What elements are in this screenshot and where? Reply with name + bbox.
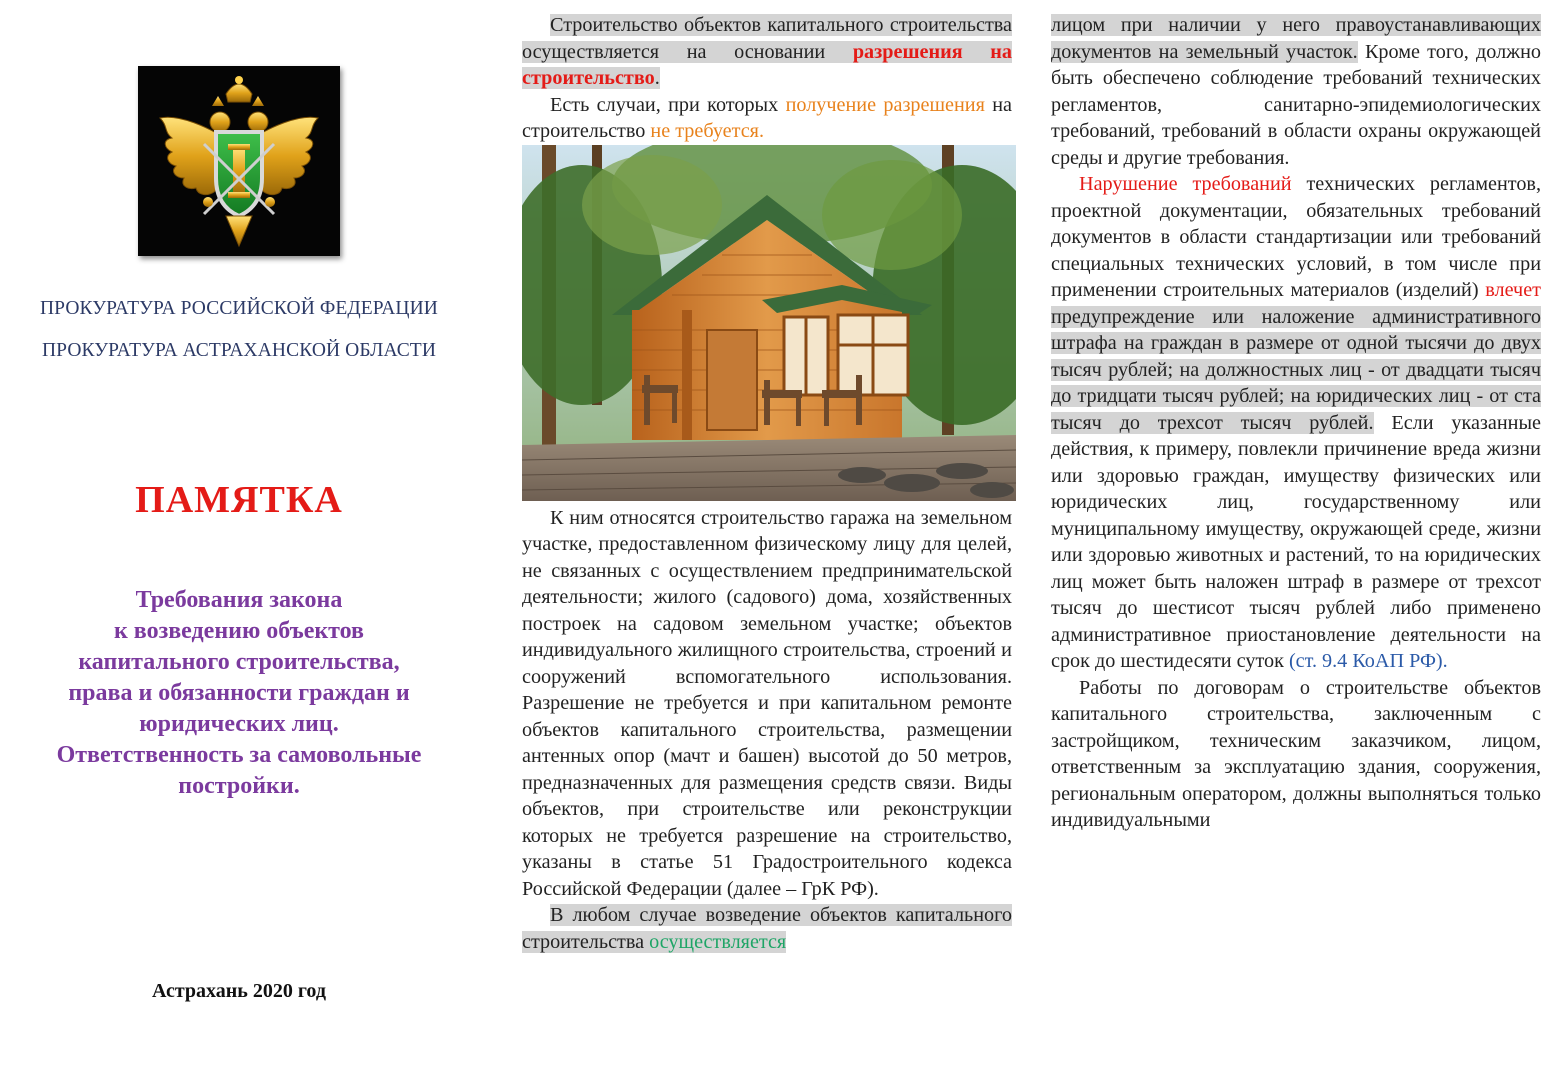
text-run: Есть случаи, при которых [550,93,786,116]
subtitle-line: права и обязанности граждан и [68,680,410,706]
paragraph-in-any-case [522,902,1012,955]
highlighted-text: В любом случае возведение объектов капитального строительства [522,904,1012,953]
subtitle-line: юридических лиц. [139,711,339,737]
green-term: осуществляется [649,930,787,953]
brochure-title: ПАМЯТКА [135,479,343,521]
period: . [654,67,660,89]
cover-panel [0,0,478,1080]
red-term: Нарушение требований [1079,173,1292,195]
highlighted-text: предупреждение или наложение административного штрафа на граждан в размере от одной тысячи до двух тысяч рублей; на должностных лиц - от двадцати тысяч до тридцати тысяч рублей; на юридических лиц - от ста тысяч до трехсот тысяч рублей. [1051,305,1541,434]
city-year: Астрахань 2020 год [152,980,326,1002]
law-reference: (ст. 9.4 КоАП РФ). [1288,650,1448,672]
paragraph-continued [1051,12,1541,171]
text-run: на строительство [522,93,1013,142]
right-column [1051,12,1541,834]
paragraph-exceptions [522,92,1012,145]
subtitle-line: Требования закона [135,587,343,613]
period: . [758,120,764,142]
org-line-2: ПРОКУРАТУРА АСТРАХАНСКОЙ ОБЛАСТИ [41,340,437,361]
log-house-photo [522,145,1016,501]
text-run: Кроме того, должно быть обеспечено соблюдение требований технических регламентов, санитарно-эпидемиологических требований, требований в области охраны окружающей среды и другие требования. [1051,40,1541,169]
prosecutor-emblem-icon [138,66,340,256]
orange-term-2: не требуется [650,120,759,142]
paragraph-permit [522,12,1012,92]
highlighted-text: лицом при наличии у него правоустанавливающих документов на земельный участок. [1051,14,1541,63]
subtitle-line: к возведению объектов [113,618,365,644]
text-run: технических регламентов, проектной документации, обязательных требований документов в области стандартизации или требований специальных технических условий, в том числе при применении строительных материалов (изделий) [1051,173,1542,301]
org-line-1: ПРОКУРАТУРА РОССИЙСКОЙ ФЕДЕРАЦИИ [40,298,438,319]
highlighted-text: Строительство объектов капитального строительства осуществляется на основании [522,14,1012,63]
text-run: Если указанные действия, к примеру, повлекли причинение вреда жизни или здоровью граждан, имуществу физических или юридических лиц, государственному или муниципальному имуществу, окружающей среде, жизни или здоровью животных и растений, то на юридических лиц может быть наложен штраф в размере от трехсот тысяч до шестисот тысяч рублей либо применено административное приостановление деятельности на срок до шестидесяти суток [1051,411,1541,672]
brochure-subtitle [14,585,464,802]
middle-column [522,12,1012,955]
subtitle-line: постройки. [178,773,300,799]
subtitle-line: Ответственность за самовольные [56,742,422,768]
paragraph-exempt-objects: К ним относятся строительство гаража на земельном участке, предоставленном физическому лицу для целей, не связанных с осуществлением предпринимательской деятельности; жилого (садового) дома, хозяйственных построек на садовом земельном участке; объектов индивидуального жилищного строительства, строений и сооружений вспомогательного использования. Разрешение не требуется и при капитальном ремонте объектов капитального строительства, размещении антенных опор (мачт и башен) высотой до 50 метров, предназначенных для размещения средств связи. Виды объектов, при строительстве или реконструкции которых не требуется разрешение на строительство, указаны в статье 51 Градостроительного кодекса Российской Федерации (далее – ГрК РФ). [522,506,1012,900]
subtitle-line: капитального строительства, [78,649,400,675]
orange-term: получение разрешения [785,93,985,116]
permit-term: разрешения на строительство [522,40,1012,89]
red-term-2: влечет [1485,279,1541,301]
paragraph-violation [1051,171,1541,675]
paragraph-works: Работы по договорам о строительстве объектов капитального строительства, заключенным с застройщиком, техническим заказчиком, лицом, ответственным за эксплуатацию здания, сооружения, региональным оператором, должны выполняться только индивидуальными [1051,676,1541,831]
